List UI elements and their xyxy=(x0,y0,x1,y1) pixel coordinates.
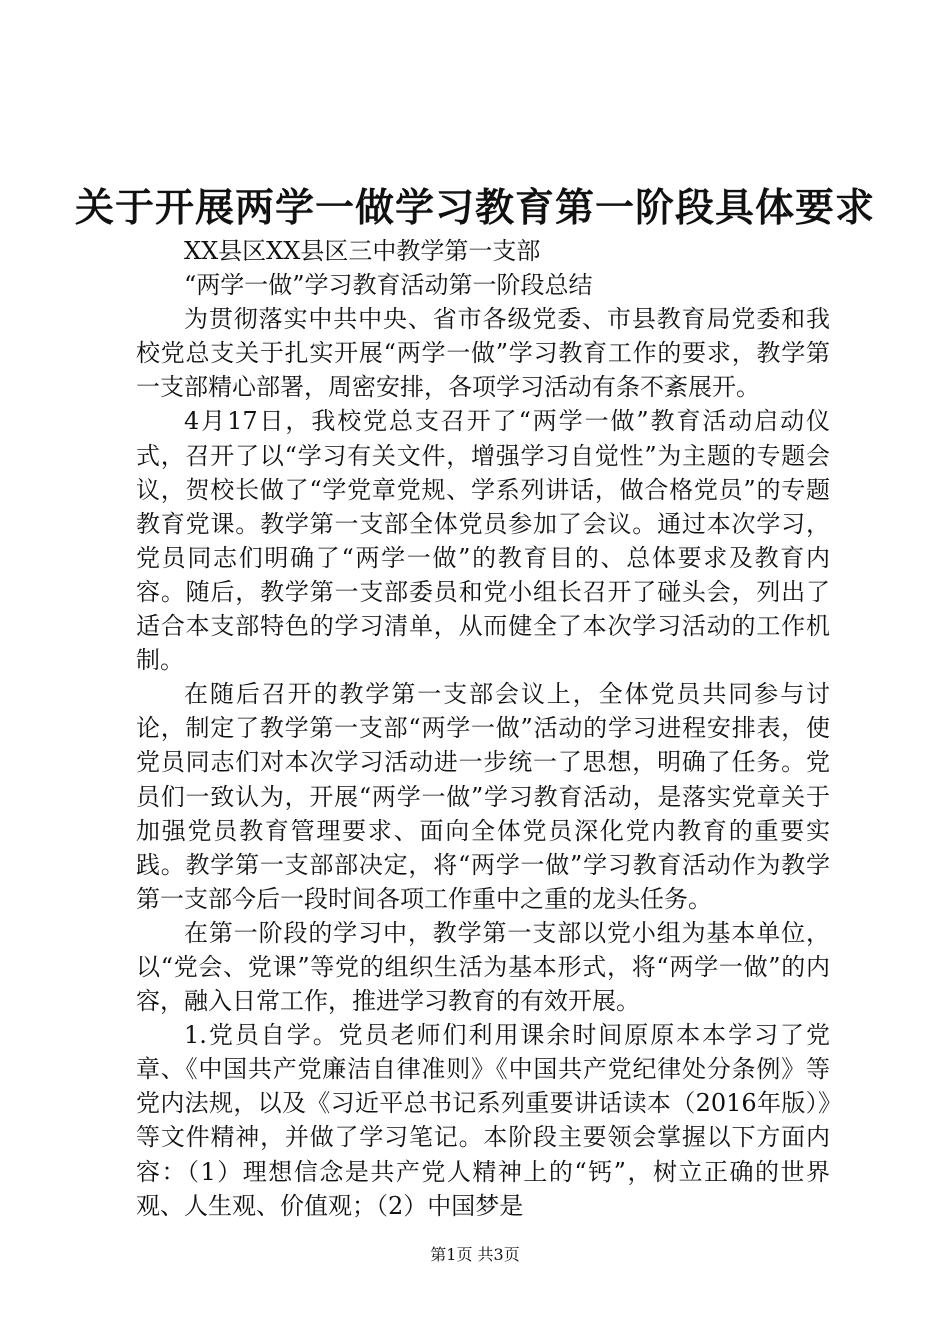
paragraph: 在随后召开的教学第一支部会议上，全体党员共同参与讨论，制定了教学第一支部“两学一做”活动的学习进程安排表，使党员同志们对本次学习活动进一步统一了思想，明确了任务。党员们一致认为，开展“两学一做”学习教育活动，是落实党章关于加强党员教育管理要求、面向全体党员深化党内教育的重要实践。教学第一支部部决定，将“两学一做”学习教育活动作为教学第一支部今后一段时间各项工作重中之重的龙头任务。 xyxy=(136,680,830,913)
document-title: 关于开展两学一做学习教育第一阶段具体要求 xyxy=(74,186,875,231)
document-body xyxy=(136,234,830,1223)
paragraph: 在第一阶段的学习中，教学第一支部以党小组为基本单位，以“党会、党课”等党的组织生活为基本形式，将“两学一做”的内容，融入日常工作，推进学习教育的有效开展。 xyxy=(136,918,830,1016)
paragraph: 4月17日，我校党总支召开了“两学一做”教育活动启动仪式，召开了以“学习有关文件，增强学习自觉性”为主题的专题会议，贺校长做了“学党章党规、学系列讲话，做合格党员”的专题教育党课。教学第一支部全体党员参加了会议。通过本次学习，党员同志们明确了“两学一做”的教育目的、总体要求及教育内容。随后，教学第一支部委员和党小组长召开了碰头会，列出了适合本支部特色的学习清单，从而健全了本次学习活动的工作机制。 xyxy=(136,407,830,675)
page-number-footer: 第1页 共3页 xyxy=(430,1245,520,1264)
paragraph-subtitle: “两学一做”学习教育活动第一阶段总结 xyxy=(184,271,593,300)
paragraph: 1.党员自学。党员老师们利用课余时间原原本本学习了党章、《中国共产党廉洁自律准则》《中国共产党纪律处分条例》等党内法规，以及《习近平总书记系列重要讲话读本（2016年版）》等文件精神，并做了学习笔记。本阶段主要领会掌握以下方面内容：（1）理想信念是共产党人精神上的“钙”，树立正确的世界观、人生观、价值观；（2）中国梦是 xyxy=(136,1021,830,1220)
paragraph-org: XX县区XX县区三中教学第一支部 xyxy=(184,237,541,265)
paragraph: 为贯彻落实中共中央、省市各级党委、市县教育局党委和我校党总支关于扎实开展“两学一做”学习教育工作的要求，教学第一支部精心部署，周密安排，各项学习活动有条不紊展开。 xyxy=(136,305,830,402)
